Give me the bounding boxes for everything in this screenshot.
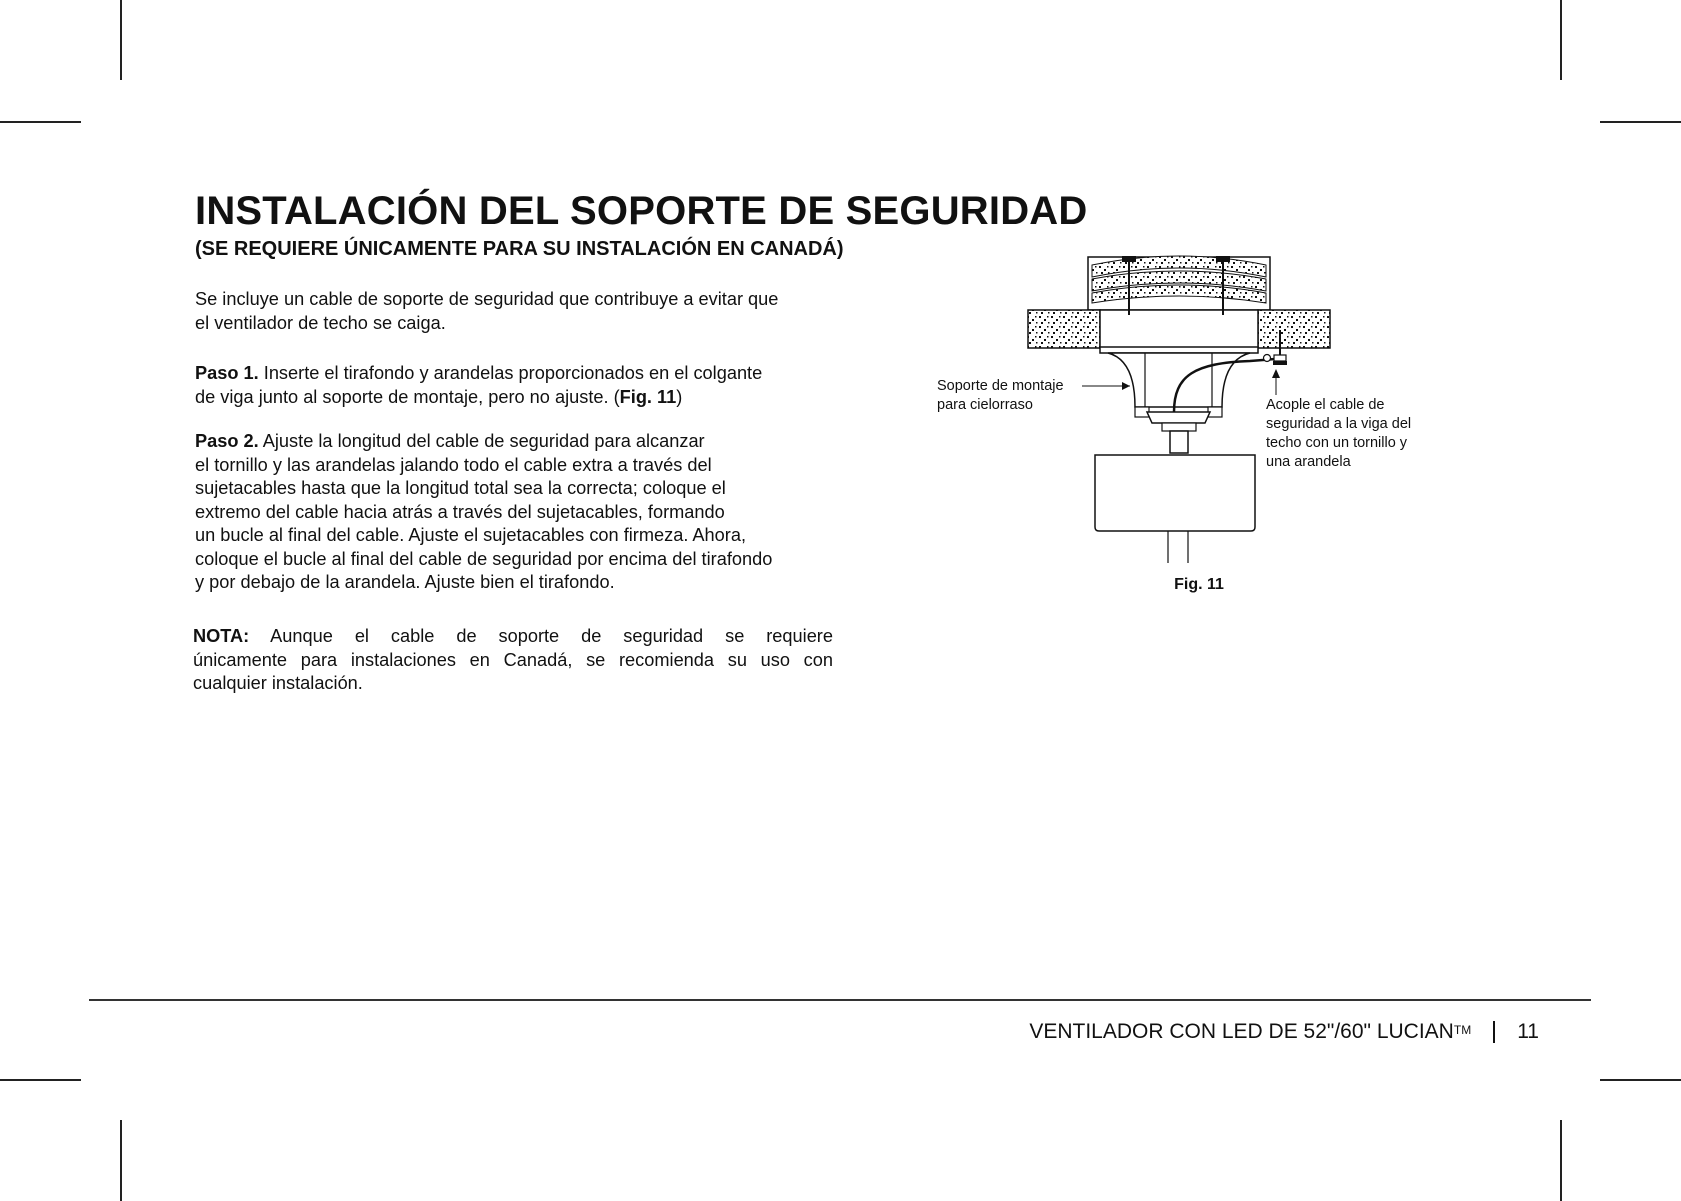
ceiling-drywall-left xyxy=(1028,310,1100,348)
step-2-text: Ajuste la longitud del cable de seguridad para alcanzar xyxy=(262,431,705,451)
footer-product-name: VENTILADOR CON LED DE 52"/60" LUCIAN xyxy=(1029,1020,1454,1043)
crop-mark xyxy=(0,121,81,123)
callout-line: Acople el cable de xyxy=(1266,397,1385,413)
page-title: INSTALACIÓN DEL SOPORTE DE SEGURIDAD xyxy=(195,189,1088,233)
step-1-paragraph xyxy=(195,362,855,409)
step-2-line: el tornillo y las arandelas jalando todo el cable extra a través del xyxy=(195,454,712,475)
intro-line: el ventilador de techo se caiga. xyxy=(195,312,446,333)
crop-mark xyxy=(1600,1079,1681,1081)
step-1-text-2: de viga junto al soporte de montaje, pero no ajuste. ( xyxy=(195,386,620,407)
step-2-line: extremo del cable hacia atrás a través del sujetacables, formando xyxy=(195,501,725,522)
crop-mark xyxy=(1560,1120,1562,1201)
page-subtitle: (SE REQUIERE ÚNICAMENTE PARA SU INSTALACIÓN EN CANADÁ) xyxy=(195,238,844,260)
step-2-label: Paso 2. xyxy=(195,431,259,451)
intro-paragraph xyxy=(195,288,855,335)
footer-separator xyxy=(1493,1021,1495,1043)
step-1-label: Paso 1. xyxy=(195,363,259,383)
callout-line: techo con un tornillo y xyxy=(1266,435,1408,451)
step-1-first-line xyxy=(195,362,855,386)
figure-caption: Fig. 11 xyxy=(1174,576,1224,593)
arrow-up-icon xyxy=(1272,369,1280,378)
step-1-text-3: ) xyxy=(676,386,683,407)
crop-mark xyxy=(120,0,122,80)
trademark-symbol: TM xyxy=(1453,1023,1472,1037)
arrow-right-icon xyxy=(1122,382,1130,390)
canopy xyxy=(1108,353,1250,407)
intro-line: Se incluye un cable de soporte de seguridad que contribuye a evitar que xyxy=(195,289,779,309)
page-footer xyxy=(1029,1020,1539,1044)
crop-mark xyxy=(0,1079,81,1081)
note-line: cualquier instalación. xyxy=(193,673,363,693)
step-2-line: un bucle al final del cable. Ajuste el sujetacables con firmeza. Ahora, xyxy=(195,525,747,545)
step-2-line: y por debajo de la arandela. Ajuste bien el tirafondo. xyxy=(195,572,615,592)
figure-11 xyxy=(930,255,1470,600)
outlet-box xyxy=(1100,310,1258,348)
note-label: NOTA: xyxy=(193,626,250,646)
mounting-bracket xyxy=(1100,347,1258,353)
ceiling-joist xyxy=(1088,256,1270,310)
callout-safety-cable xyxy=(1266,396,1446,472)
note-line: únicamente para instalaciones en Canadá, se recomienda su uso con xyxy=(193,649,833,670)
ceiling-drywall-right xyxy=(1258,310,1330,348)
step-1-second-line xyxy=(195,386,855,410)
callout-line: seguridad a la viga del xyxy=(1266,416,1412,432)
figure-reference: Fig. 11 xyxy=(619,386,677,407)
callout-mounting-bracket xyxy=(937,377,1097,415)
motor-housing xyxy=(1095,455,1255,531)
step-1-text: Inserte el tirafondo y arandelas proporcionados en el colgante xyxy=(263,363,763,383)
note-paragraph xyxy=(193,625,833,696)
step-2-first-line xyxy=(195,430,855,454)
page-number: 11 xyxy=(1517,1020,1539,1043)
step-2-line: coloque el bucle al final del cable de seguridad por encima del tirafondo xyxy=(195,548,773,569)
step-2-paragraph xyxy=(195,430,855,595)
note-first-line xyxy=(193,625,833,649)
callout-line: Soporte de montaje xyxy=(937,378,1064,394)
callout-line: una arandela xyxy=(1266,454,1351,470)
crop-mark xyxy=(1560,0,1562,80)
crop-mark xyxy=(120,1120,122,1201)
downrod-ball xyxy=(1147,412,1210,423)
step-2-line: sujetacables hasta que la longitud total sea la correcta; coloque el xyxy=(195,478,726,498)
crop-mark xyxy=(1600,121,1681,123)
callout-line: para cielorraso xyxy=(937,397,1033,413)
note-text: Aunque el cable de soporte de seguridad se requiere xyxy=(270,626,833,646)
downrod xyxy=(1170,431,1188,453)
footer-divider xyxy=(89,999,1591,1001)
